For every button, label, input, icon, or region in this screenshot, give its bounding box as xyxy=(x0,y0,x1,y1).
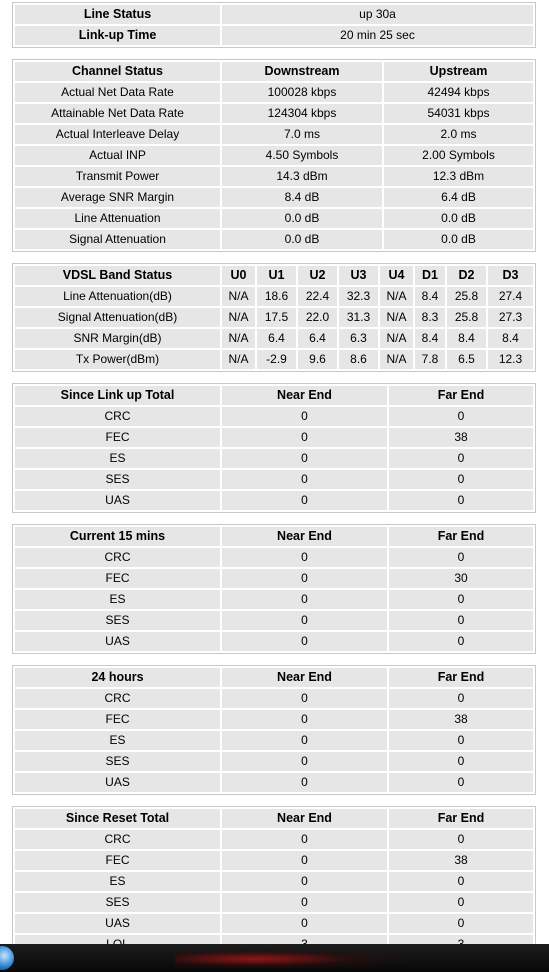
column-header: U2 xyxy=(298,266,337,285)
column-header: Current 15 mins xyxy=(15,527,220,546)
near-end-value: 0 xyxy=(222,611,387,630)
band-value: -2.9 xyxy=(257,350,296,369)
far-end-value: 0 xyxy=(389,611,533,630)
band-value: 8.4 xyxy=(488,329,533,348)
band-value: 22.0 xyxy=(298,308,337,327)
table-row xyxy=(15,146,533,165)
near-end-value: 0 xyxy=(222,569,387,588)
windows-orb-icon[interactable] xyxy=(0,946,14,970)
far-end-value: 0 xyxy=(389,731,533,750)
band-value: 8.3 xyxy=(415,308,445,327)
far-end-value: 0 xyxy=(389,548,533,567)
row-label: UAS xyxy=(15,914,220,933)
row-label: Actual Interleave Delay xyxy=(15,125,220,144)
upstream-value: 2.0 ms xyxy=(384,125,533,144)
upstream-value: 42494 kbps xyxy=(384,83,533,102)
row-label: UAS xyxy=(15,632,220,651)
far-end-value: 38 xyxy=(389,710,533,729)
far-end-value: 0 xyxy=(389,872,533,891)
far-end-value: 0 xyxy=(389,407,533,426)
row-label: Signal Attenuation(dB) xyxy=(15,308,220,327)
near-end-value: 0 xyxy=(222,449,387,468)
near-end-value: 0 xyxy=(222,428,387,447)
downstream-value: 14.3 dBm xyxy=(222,167,382,186)
vdsl-band-status-table xyxy=(12,263,536,372)
column-header: Far End xyxy=(389,668,533,687)
column-header: U1 xyxy=(257,266,296,285)
band-value: 8.4 xyxy=(415,287,445,306)
column-header: Near End xyxy=(222,386,387,405)
near-end-value: 0 xyxy=(222,632,387,651)
table-row xyxy=(15,470,533,489)
row-label: Transmit Power xyxy=(15,167,220,186)
column-header: Far End xyxy=(389,809,533,828)
taskbar-glow xyxy=(175,948,405,968)
row-label: CRC xyxy=(15,830,220,849)
upstream-value: 2.00 Symbols xyxy=(384,146,533,165)
band-value: N/A xyxy=(222,308,255,327)
table-row xyxy=(15,872,533,891)
line-status-value: up 30a xyxy=(222,5,533,24)
current-15-mins-table xyxy=(12,524,536,654)
table-row xyxy=(15,104,533,123)
column-header: Near End xyxy=(222,527,387,546)
row-label: SES xyxy=(15,470,220,489)
table-header-row xyxy=(15,62,533,81)
downstream-value: 8.4 dB xyxy=(222,188,382,207)
table-row xyxy=(15,830,533,849)
table-row xyxy=(15,773,533,792)
column-header: Since Reset Total xyxy=(15,809,220,828)
table-row xyxy=(15,689,533,708)
column-header: D2 xyxy=(447,266,486,285)
band-value: 8.4 xyxy=(447,329,486,348)
column-header: 24 hours xyxy=(15,668,220,687)
band-value: N/A xyxy=(380,287,413,306)
band-value: 8.4 xyxy=(415,329,445,348)
far-end-value: 38 xyxy=(389,428,533,447)
column-header: D1 xyxy=(415,266,445,285)
row-label: CRC xyxy=(15,689,220,708)
upstream-value: 0.0 dB xyxy=(384,230,533,249)
column-header: U0 xyxy=(222,266,255,285)
table-row xyxy=(15,407,533,426)
table-row xyxy=(15,491,533,510)
band-value: N/A xyxy=(222,287,255,306)
column-header: VDSL Band Status xyxy=(15,266,220,285)
downstream-value: 100028 kbps xyxy=(222,83,382,102)
band-value: N/A xyxy=(222,350,255,369)
row-label: Signal Attenuation xyxy=(15,230,220,249)
column-header: Upstream xyxy=(384,62,533,81)
near-end-value: 0 xyxy=(222,590,387,609)
band-value: 6.5 xyxy=(447,350,486,369)
column-header: Far End xyxy=(389,386,533,405)
table-row xyxy=(15,350,533,369)
table-row xyxy=(15,83,533,102)
band-value: 22.4 xyxy=(298,287,337,306)
band-value: 27.4 xyxy=(488,287,533,306)
far-end-value: 0 xyxy=(389,689,533,708)
far-end-value: 38 xyxy=(389,851,533,870)
link-up-time-label: Link-up Time xyxy=(15,26,220,45)
row-label: ES xyxy=(15,872,220,891)
column-header: Near End xyxy=(222,809,387,828)
near-end-value: 0 xyxy=(222,710,387,729)
table-header-row xyxy=(15,527,533,546)
table-row xyxy=(15,230,533,249)
far-end-value: 0 xyxy=(389,752,533,771)
table-header-row xyxy=(15,386,533,405)
band-value: 6.4 xyxy=(257,329,296,348)
near-end-value: 0 xyxy=(222,491,387,510)
since-reset-total-table xyxy=(12,806,536,957)
far-end-value: 0 xyxy=(389,893,533,912)
row-label: ES xyxy=(15,590,220,609)
table-row xyxy=(15,710,533,729)
band-value: N/A xyxy=(380,350,413,369)
row-label: Line Attenuation(dB) xyxy=(15,287,220,306)
row-label: ES xyxy=(15,731,220,750)
os-taskbar xyxy=(0,944,549,972)
table-row xyxy=(15,851,533,870)
near-end-value: 0 xyxy=(222,752,387,771)
row-label: UAS xyxy=(15,773,220,792)
far-end-value: 0 xyxy=(389,590,533,609)
table-row xyxy=(15,26,533,45)
24-hours-table xyxy=(12,665,536,795)
row-label: SES xyxy=(15,893,220,912)
near-end-value: 0 xyxy=(222,872,387,891)
table-row xyxy=(15,548,533,567)
row-label: SNR Margin(dB) xyxy=(15,329,220,348)
table-row xyxy=(15,428,533,447)
downstream-value: 0.0 dB xyxy=(222,209,382,228)
table-row xyxy=(15,287,533,306)
far-end-value: 0 xyxy=(389,914,533,933)
near-end-value: 0 xyxy=(222,548,387,567)
row-label: ES xyxy=(15,449,220,468)
band-value: 25.8 xyxy=(447,308,486,327)
near-end-value: 0 xyxy=(222,773,387,792)
band-value: N/A xyxy=(222,329,255,348)
table-row xyxy=(15,125,533,144)
table-row xyxy=(15,449,533,468)
row-label: FEC xyxy=(15,569,220,588)
row-label: FEC xyxy=(15,710,220,729)
row-label: FEC xyxy=(15,851,220,870)
row-label: FEC xyxy=(15,428,220,447)
table-row xyxy=(15,731,533,750)
table-row xyxy=(15,209,533,228)
column-header: U4 xyxy=(380,266,413,285)
row-label: SES xyxy=(15,611,220,630)
line-status-label: Line Status xyxy=(15,5,220,24)
row-label: Actual Net Data Rate xyxy=(15,83,220,102)
column-header: Far End xyxy=(389,527,533,546)
row-label: Tx Power(dBm) xyxy=(15,350,220,369)
downstream-value: 7.0 ms xyxy=(222,125,382,144)
upstream-value: 0.0 dB xyxy=(384,209,533,228)
far-end-value: 0 xyxy=(389,632,533,651)
downstream-value: 124304 kbps xyxy=(222,104,382,123)
far-end-value: 30 xyxy=(389,569,533,588)
row-label: CRC xyxy=(15,548,220,567)
band-value: 31.3 xyxy=(339,308,378,327)
column-header: D3 xyxy=(488,266,533,285)
row-label: Line Attenuation xyxy=(15,209,220,228)
table-row xyxy=(15,167,533,186)
band-value: N/A xyxy=(380,329,413,348)
downstream-value: 0.0 dB xyxy=(222,230,382,249)
band-value: 18.6 xyxy=(257,287,296,306)
table-row xyxy=(15,632,533,651)
far-end-value: 0 xyxy=(389,449,533,468)
since-link-up-table xyxy=(12,383,536,513)
band-value: N/A xyxy=(380,308,413,327)
table-row xyxy=(15,329,533,348)
band-value: 6.3 xyxy=(339,329,378,348)
near-end-value: 0 xyxy=(222,689,387,708)
column-header: Downstream xyxy=(222,62,382,81)
near-end-value: 0 xyxy=(222,914,387,933)
column-header: Near End xyxy=(222,668,387,687)
row-label: Actual INP xyxy=(15,146,220,165)
table-row xyxy=(15,914,533,933)
table-row xyxy=(15,611,533,630)
column-header: Since Link up Total xyxy=(15,386,220,405)
far-end-value: 0 xyxy=(389,830,533,849)
row-label: Attainable Net Data Rate xyxy=(15,104,220,123)
band-value: 25.8 xyxy=(447,287,486,306)
band-value: 7.8 xyxy=(415,350,445,369)
row-label: Average SNR Margin xyxy=(15,188,220,207)
band-value: 6.4 xyxy=(298,329,337,348)
channel-status-table xyxy=(12,59,536,252)
far-end-value: 0 xyxy=(389,773,533,792)
row-label: SES xyxy=(15,752,220,771)
line-status-table xyxy=(12,2,536,48)
table-row xyxy=(15,569,533,588)
row-label: CRC xyxy=(15,407,220,426)
row-label: UAS xyxy=(15,491,220,510)
table-row xyxy=(15,752,533,771)
column-header: Channel Status xyxy=(15,62,220,81)
column-header: U3 xyxy=(339,266,378,285)
table-row xyxy=(15,188,533,207)
far-end-value: 0 xyxy=(389,470,533,489)
table-header-row xyxy=(15,668,533,687)
band-value: 8.6 xyxy=(339,350,378,369)
near-end-value: 0 xyxy=(222,731,387,750)
table-header-row xyxy=(15,266,533,285)
table-row xyxy=(15,590,533,609)
table-header-row xyxy=(15,809,533,828)
band-value: 17.5 xyxy=(257,308,296,327)
table-row xyxy=(15,308,533,327)
upstream-value: 12.3 dBm xyxy=(384,167,533,186)
band-value: 9.6 xyxy=(298,350,337,369)
near-end-value: 0 xyxy=(222,830,387,849)
far-end-value: 0 xyxy=(389,491,533,510)
table-row xyxy=(15,5,533,24)
band-value: 27.3 xyxy=(488,308,533,327)
near-end-value: 0 xyxy=(222,851,387,870)
link-up-time-value: 20 min 25 sec xyxy=(222,26,533,45)
downstream-value: 4.50 Symbols xyxy=(222,146,382,165)
near-end-value: 0 xyxy=(222,407,387,426)
upstream-value: 6.4 dB xyxy=(384,188,533,207)
near-end-value: 0 xyxy=(222,893,387,912)
near-end-value: 0 xyxy=(222,470,387,489)
band-value: 32.3 xyxy=(339,287,378,306)
upstream-value: 54031 kbps xyxy=(384,104,533,123)
band-value: 12.3 xyxy=(488,350,533,369)
table-row xyxy=(15,893,533,912)
